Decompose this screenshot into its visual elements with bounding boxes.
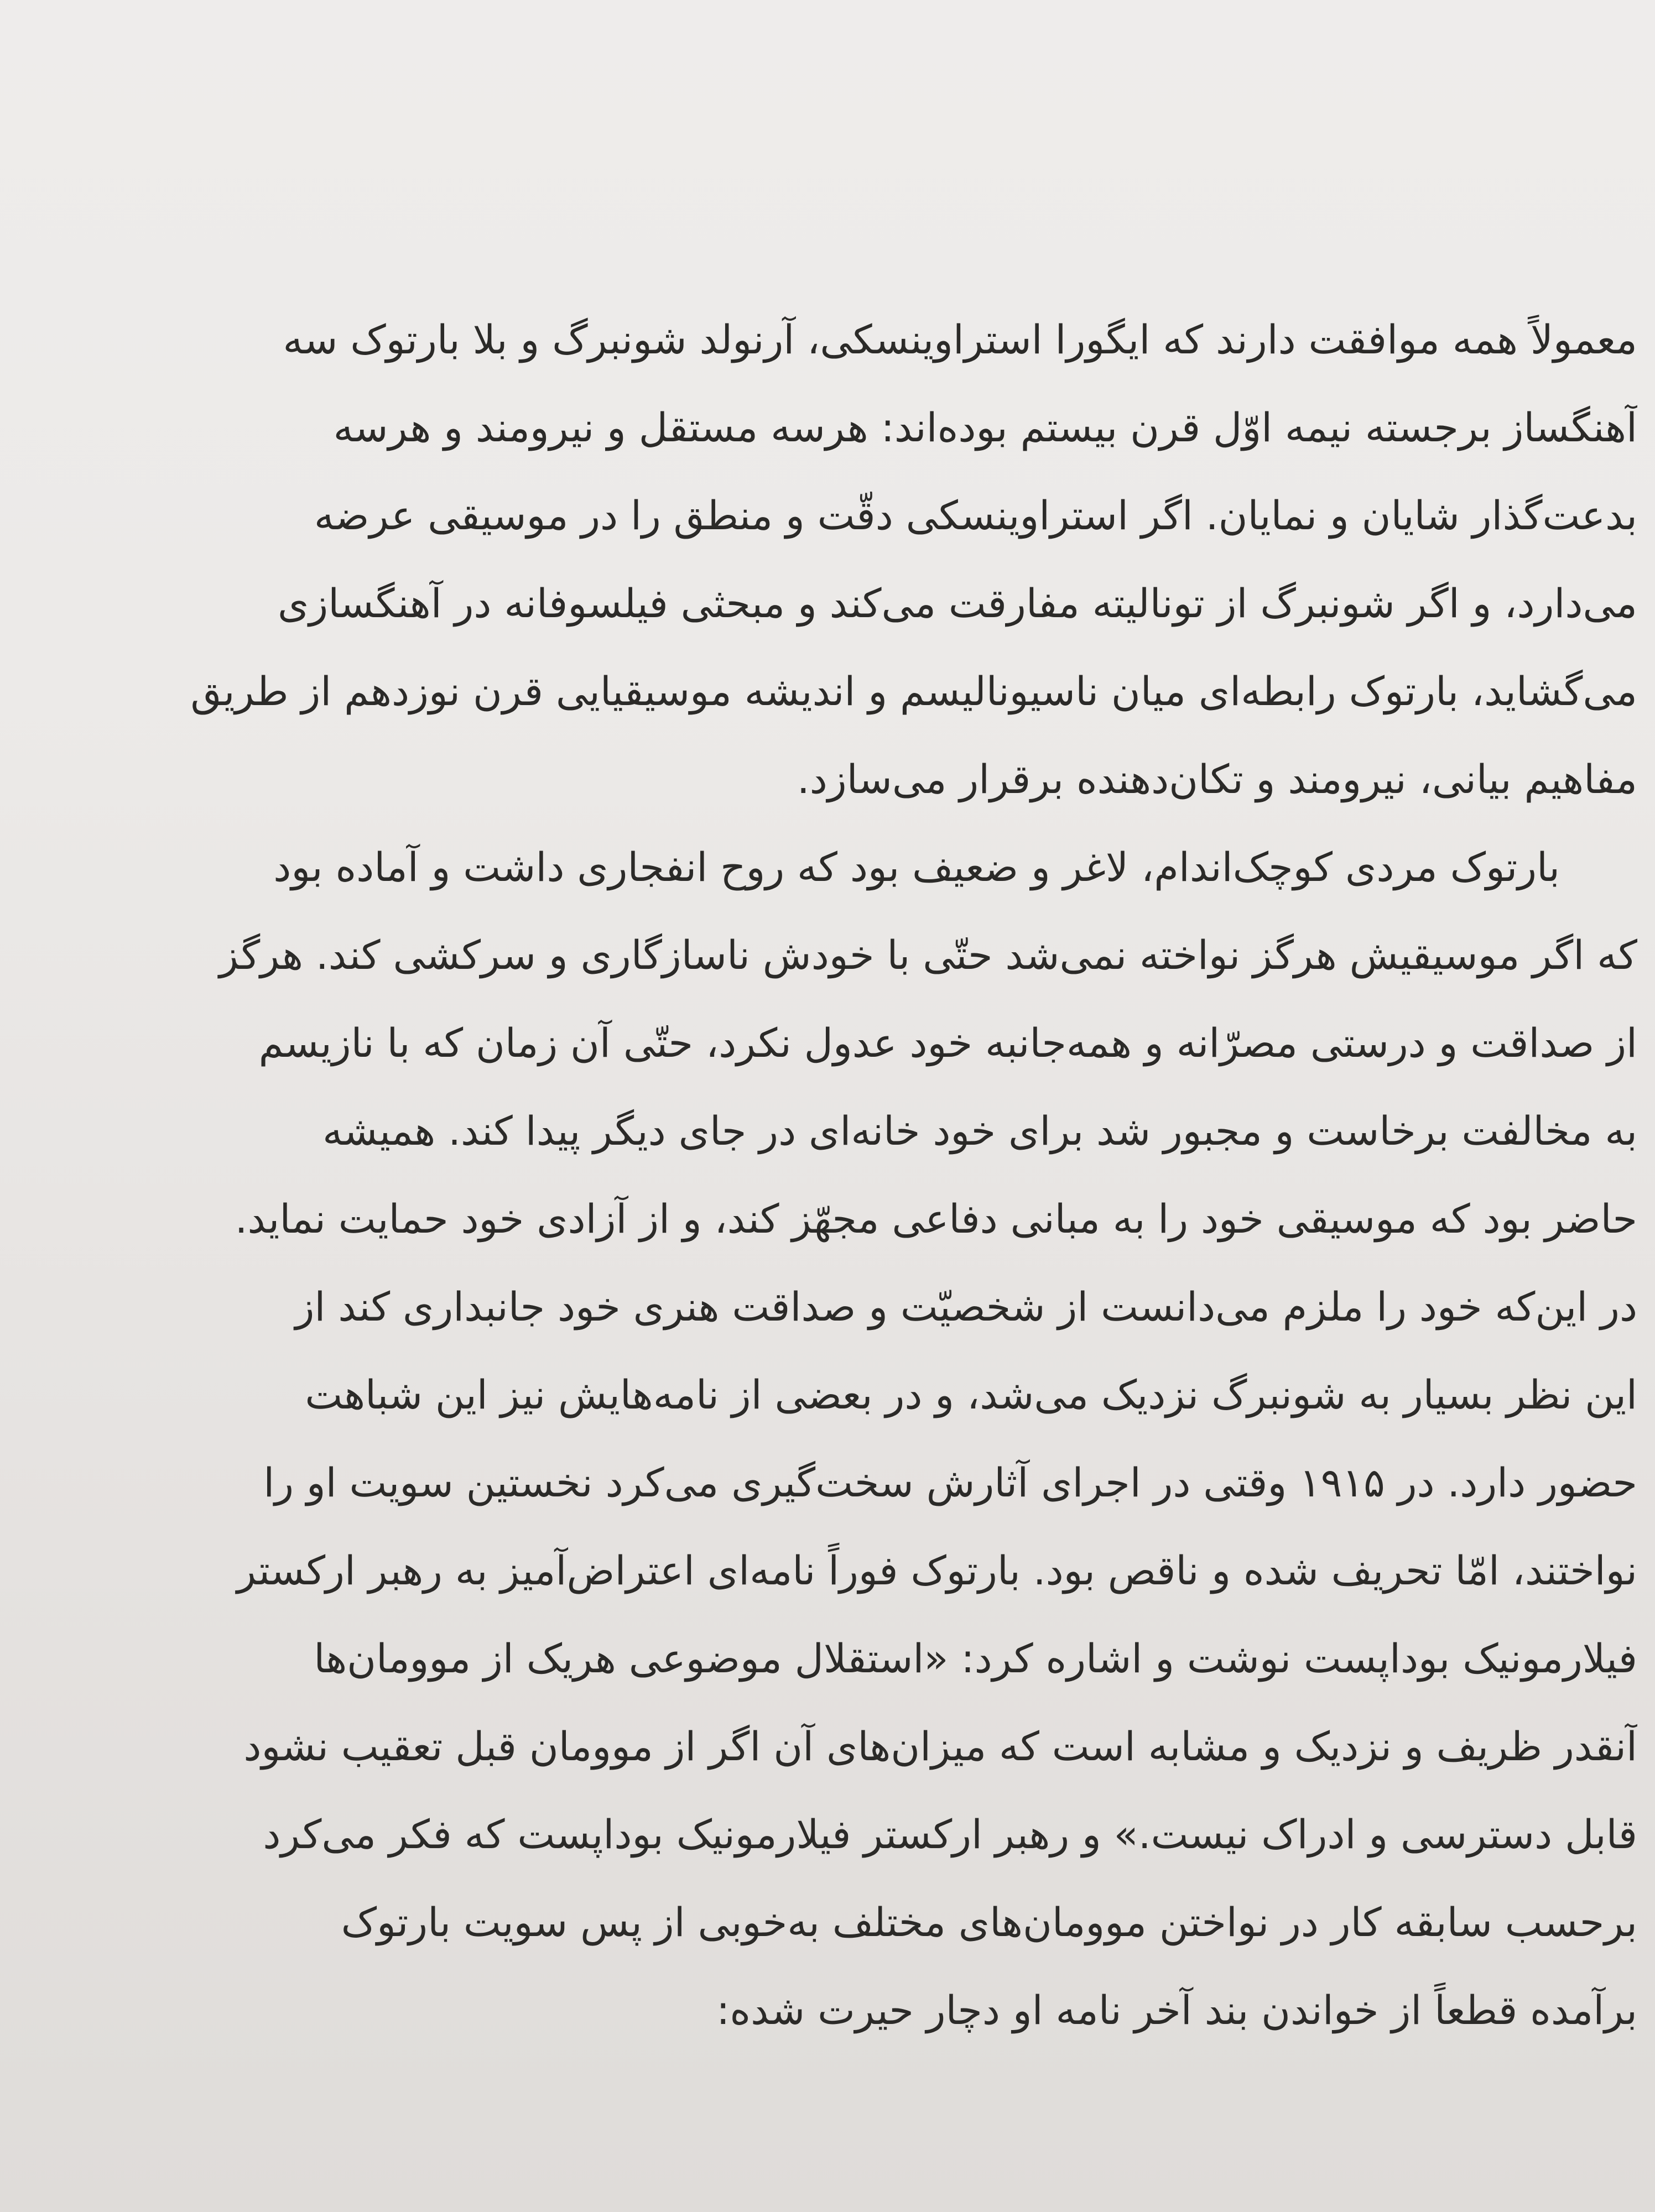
text-line: بارتوک مردی کوچک‌اندام، لاغر و ضعیف بود که روح انفجاری داشت و آماده بود bbox=[273, 844, 1560, 890]
text-line: برحسب سابقه کار در نواختن موومان‌های مختلف به‌خوبی از پس سویت بارتوک bbox=[341, 1899, 1637, 1945]
text-line: فیلارمونیک بوداپست نوشت و اشاره کرد: «استقلال موضوعی هریک از موومان‌ها bbox=[314, 1635, 1637, 1682]
text-line: این نظر بسیار به شونبرگ نزدیک می‌شد، و در بعضی از نامه‌هایش نیز این شباهت bbox=[305, 1371, 1637, 1418]
text-line: به مخالفت برخاست و مجبور شد برای خود خانه‌ای در جای دیگر پیدا کند. همیشه bbox=[322, 1108, 1637, 1154]
text-line: حاضر بود که موسیقی خود را به مبانی دفاعی مجهّز کند، و از آزادی خود حمایت نماید. bbox=[235, 1196, 1637, 1242]
text-line: برآمده قطعاً از خواندن بند آخر نامه او دچار حیرت شده: bbox=[716, 1987, 1637, 2033]
text-line: نواختند، امّا تحریف شده و ناقص بود. بارتوک فوراً نامه‌ای اعتراض‌آمیز به رهبر ارکستر bbox=[237, 1547, 1637, 1594]
text-line: حضور دارد. در ۱۹۱۵ وقتی در اجرای آثارش سخت‌گیری می‌کرد نخستین سویت او را bbox=[263, 1459, 1637, 1506]
text-line: در این‌که خود را ملزم می‌دانست از شخصیّت و صداقت هنری خود جانبداری کند از bbox=[295, 1284, 1637, 1330]
text-line: می‌دارد، و اگر شونبرگ از تونالیته مفارقت می‌کند و مبحثی فیلسوفانه در آهنگسازی bbox=[277, 580, 1637, 627]
text-line: قابل دسترسی و ادراک نیست.» و رهبر ارکستر فیلارمونیک بوداپست که فکر می‌کرد bbox=[263, 1811, 1637, 1858]
text-line: آهنگساز برجسته نیمه اوّل قرن بیستم بوده‌اند: هرسه مستقل و نیرومند و هرسه bbox=[333, 404, 1637, 451]
text-line: معمولاً همه موافقت دارند که ایگورا استراوینسکی، آرنولد شونبرگ و بلا بارتوک سه bbox=[283, 316, 1637, 363]
paragraph-1 bbox=[33, 296, 1637, 823]
text-line: می‌گشاید، بارتوک رابطه‌ای میان ناسیونالیسم و اندیشه موسیقیایی قرن نوزدهم از طریق bbox=[190, 668, 1637, 714]
paragraph-2 bbox=[33, 823, 1637, 2054]
text-line: بدعت‌گذار شایان و نمایان. اگر استراوینسکی دقّت و منطق را در موسیقی عرضه bbox=[314, 492, 1637, 539]
text-line: که اگر موسیقیش هرگز نواخته نمی‌شد حتّی با خودش ناسازگاری و سرکشی کند. هرگز bbox=[219, 932, 1637, 978]
body-text bbox=[33, 296, 1637, 2054]
text-line: از صداقت و درستی مصرّانه و همه‌جانبه خود عدول نکرد، حتّی آن زمان که با نازیسم bbox=[258, 1020, 1637, 1066]
text-line: مفاهیم بیانی، نیرومند و تکان‌دهنده برقرار می‌سازد. bbox=[797, 756, 1637, 802]
text-line: آنقدر ظریف و نزدیک و مشابه است که میزان‌های آن اگر از موومان قبل تعقیب نشود bbox=[243, 1723, 1637, 1770]
